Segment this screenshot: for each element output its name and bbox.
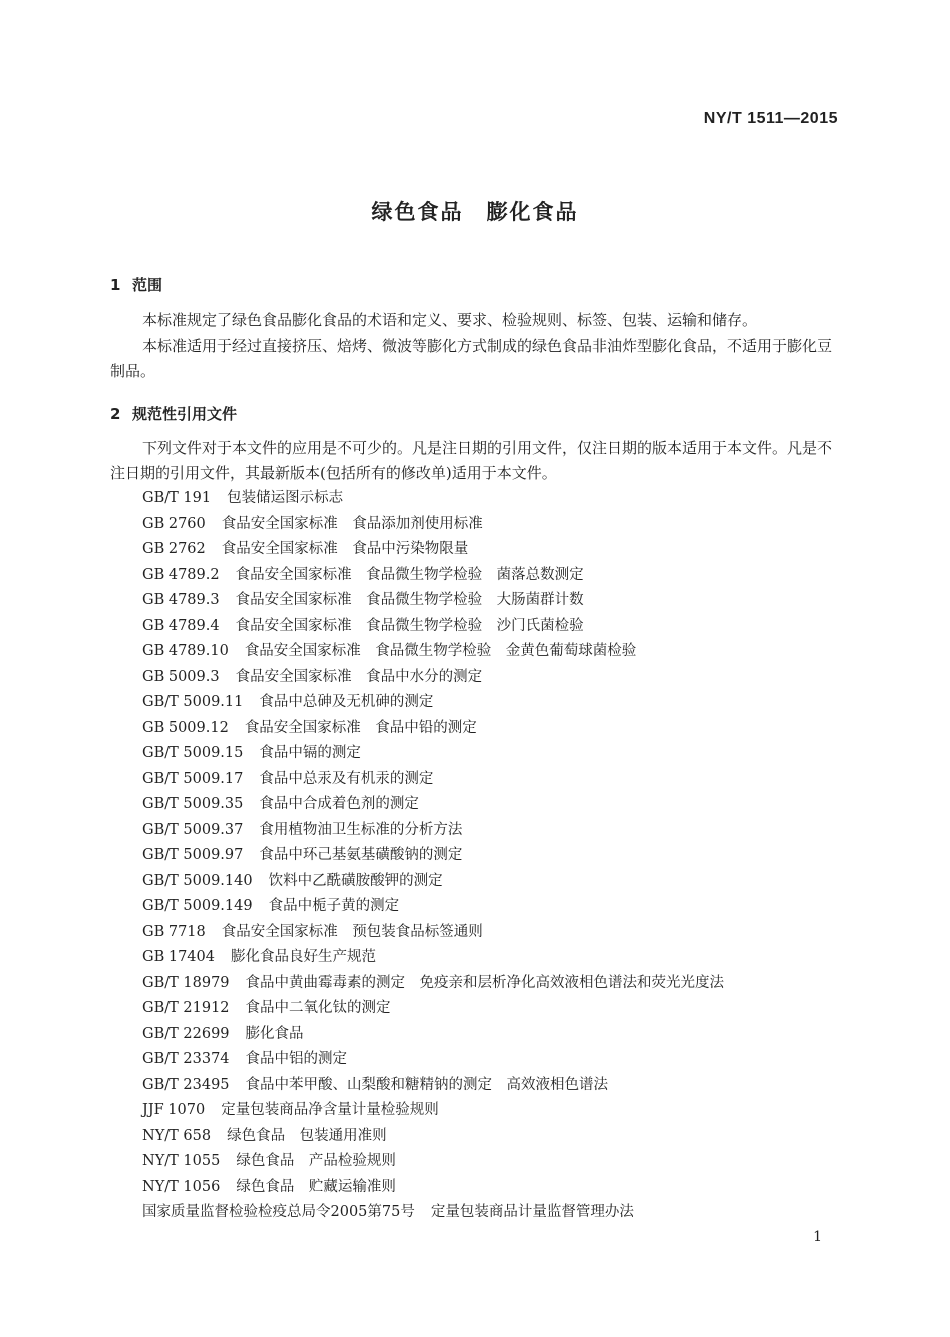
reference-item xyxy=(142,869,724,895)
reference-code: GB/T 5009.140 xyxy=(142,872,253,889)
reference-title: 食品中环己基氨基磺酸钠的测定 xyxy=(259,847,463,863)
reference-code: GB/T 5009.37 xyxy=(142,821,244,838)
reference-code: GB 7718 xyxy=(142,923,206,940)
page-number: 1 xyxy=(813,1229,822,1245)
reference-item xyxy=(142,1200,724,1226)
reference-code: GB 4789.10 xyxy=(142,643,229,659)
reference-code: GB/T 5009.11 xyxy=(142,694,244,710)
reference-item xyxy=(142,843,724,869)
reference-item xyxy=(142,818,724,844)
reference-item xyxy=(142,996,724,1022)
reference-title: 食品安全国家标准 食品微生物学检验 沙门氏菌检验 xyxy=(235,617,584,634)
reference-code: GB/T 191 xyxy=(142,490,212,506)
standard-number: NY/T 1511—2015 xyxy=(703,110,838,127)
reference-code: GB/T 21912 xyxy=(142,1000,230,1016)
reference-code: GB/T 22699 xyxy=(142,1025,230,1042)
reference-title: 食品中合成着色剂的测定 xyxy=(259,796,419,812)
section-number: 2 xyxy=(110,405,121,423)
reference-item xyxy=(142,665,724,691)
reference-title: 绿色食品 包装通用准则 xyxy=(227,1127,387,1144)
reference-code: GB/T 18979 xyxy=(142,974,230,991)
reference-code: 国家质量监督检验检疫总局令2005第75号 xyxy=(142,1204,415,1220)
reference-code: GB/T 23374 xyxy=(142,1051,230,1067)
reference-title: 食品安全国家标准 食品中铅的测定 xyxy=(244,719,477,736)
reference-title: 食品中苯甲酸、山梨酸和糖精钠的测定 高效液相色谱法 xyxy=(245,1076,609,1093)
section-2-heading xyxy=(110,403,237,424)
reference-code: GB 5009.3 xyxy=(142,668,220,685)
reference-code: GB 2762 xyxy=(142,541,206,557)
reference-item xyxy=(142,690,724,716)
reference-title: 定量包装商品净含量计量检验规则 xyxy=(221,1102,439,1118)
reference-title: 包装储运图示标志 xyxy=(227,490,344,506)
reference-title: 食品安全国家标准 食品添加剂使用标准 xyxy=(221,515,483,532)
reference-item xyxy=(142,792,724,818)
reference-item xyxy=(142,894,724,920)
reference-item xyxy=(142,1047,724,1073)
reference-title: 食品中铝的测定 xyxy=(245,1051,348,1067)
reference-title: 食品中二氧化钛的测定 xyxy=(245,1000,391,1016)
reference-item xyxy=(142,486,724,512)
reference-code: GB 5009.12 xyxy=(142,719,229,736)
reference-code: GB 4789.2 xyxy=(142,566,220,583)
reference-code: NY/T 1055 xyxy=(142,1153,221,1169)
reference-item xyxy=(142,767,724,793)
reference-item xyxy=(142,639,724,665)
reference-code: GB/T 23495 xyxy=(142,1076,230,1093)
reference-code: GB 2760 xyxy=(142,515,206,532)
reference-item xyxy=(142,512,724,538)
section-title: 规范性引用文件 xyxy=(132,405,238,423)
reference-code: NY/T 1056 xyxy=(142,1178,221,1195)
reference-title: 绿色食品 贮藏运输准则 xyxy=(236,1178,396,1195)
reference-item xyxy=(142,1022,724,1048)
scope-paragraph-1: 本标准规定了绿色食品膨化食品的术语和定义、要求、检验规则、标签、包装、运输和储存。 xyxy=(142,311,758,329)
reference-item xyxy=(142,1149,724,1175)
reference-item xyxy=(142,741,724,767)
reference-title: 食品安全国家标准 食品微生物学检验 大肠菌群计数 xyxy=(235,592,584,608)
reference-code: GB 4789.3 xyxy=(142,592,220,608)
reference-code: GB/T 5009.17 xyxy=(142,770,244,787)
reference-title: 食用植物油卫生标准的分析方法 xyxy=(259,821,463,838)
reference-title: 膨化食品良好生产规范 xyxy=(230,949,376,965)
references-intro-paragraph: 下列文件对于本文件的应用是不可少的。凡是注日期的引用文件，仅注日期的版本适用于本文件。凡是不注日期的引用文件，其最新版本(包括所有的修改单)适用于本文件。 xyxy=(110,439,833,482)
section-1-heading xyxy=(110,274,162,295)
reference-title: 食品安全国家标准 食品微生物学检验 金黄色葡萄球菌检验 xyxy=(244,643,637,659)
reference-code: GB 4789.4 xyxy=(142,617,220,634)
reference-item xyxy=(142,563,724,589)
document-title: 绿色食品 膨化食品 xyxy=(371,200,579,224)
reference-title: 食品中栀子黄的测定 xyxy=(268,898,400,914)
reference-title: 食品中镉的测定 xyxy=(259,745,361,761)
reference-title: 食品安全国家标准 食品中水分的测定 xyxy=(235,668,483,685)
scope-paragraph-2: 本标准适用于经过直接挤压、焙烤、微波等膨化方式制成的绿色食品非油炸型膨化食品，不适用于膨化豆制品。 xyxy=(110,337,833,380)
reference-item xyxy=(142,1175,724,1201)
reference-item xyxy=(142,614,724,640)
reference-title: 食品安全国家标准 食品微生物学检验 菌落总数测定 xyxy=(235,566,584,583)
reference-code: GB/T 5009.97 xyxy=(142,847,244,863)
reference-item xyxy=(142,920,724,946)
reference-item xyxy=(142,716,724,742)
reference-code: JJF 1070 xyxy=(142,1102,206,1118)
reference-title: 饮料中乙酰磺胺酸钾的测定 xyxy=(268,872,443,889)
reference-item xyxy=(142,588,724,614)
reference-title: 食品中总汞及有机汞的测定 xyxy=(259,770,434,787)
section-title: 范围 xyxy=(132,276,163,294)
reference-item xyxy=(142,1098,724,1124)
reference-code: GB/T 5009.149 xyxy=(142,898,253,914)
reference-title: 食品安全国家标准 预包装食品标签通则 xyxy=(221,923,483,940)
reference-code: GB 17404 xyxy=(142,949,215,965)
reference-title: 食品安全国家标准 食品中污染物限量 xyxy=(221,541,469,557)
reference-title: 定量包装商品计量监督管理办法 xyxy=(430,1204,634,1220)
reference-title: 食品中总砷及无机砷的测定 xyxy=(259,694,434,710)
reference-code: GB/T 5009.35 xyxy=(142,796,244,812)
reference-title: 绿色食品 产品检验规则 xyxy=(236,1153,396,1169)
reference-title: 膨化食品 xyxy=(245,1025,304,1042)
reference-title: 食品中黄曲霉毒素的测定 免疫亲和层析净化高效液相色谱法和荧光光度法 xyxy=(245,974,725,991)
reference-item xyxy=(142,1073,724,1099)
reference-list xyxy=(142,486,724,1226)
reference-item xyxy=(142,971,724,997)
reference-item xyxy=(142,945,724,971)
reference-item xyxy=(142,537,724,563)
reference-item xyxy=(142,1124,724,1150)
reference-code: NY/T 658 xyxy=(142,1127,212,1144)
reference-code: GB/T 5009.15 xyxy=(142,745,244,761)
section-number: 1 xyxy=(110,276,121,294)
